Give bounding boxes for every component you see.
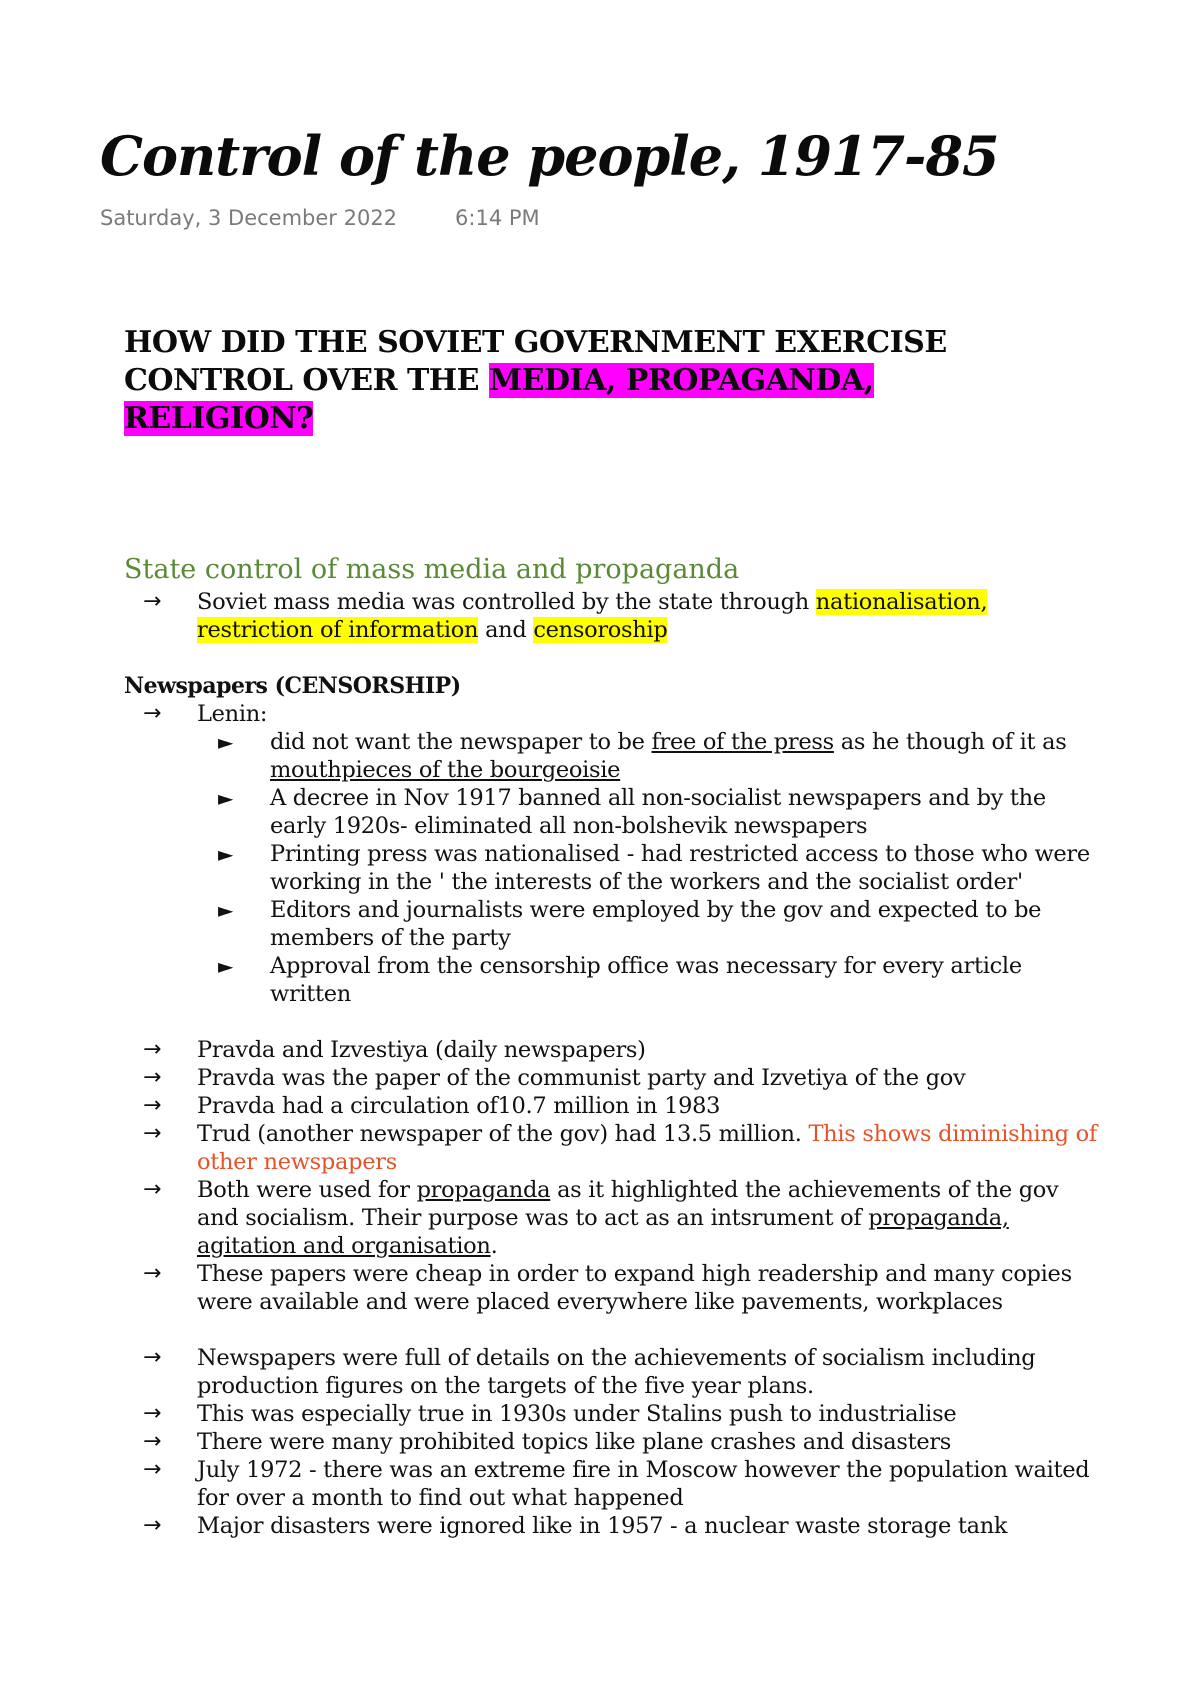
point-text: A decree in Nov 1917 banned all non-socialist newspapers and by the early 1920s- eliminated all non-bolshevik newspapers (270, 785, 1046, 839)
question-highlight: MEDIA, PROPAGANDA, RELIGION? (124, 363, 874, 436)
list-item (0, 1456, 1097, 1512)
list-item (0, 1092, 1097, 1120)
point-text: Pravda and Izvestiya (daily newspapers) (197, 1037, 646, 1063)
bullet-icon: ► (218, 730, 234, 754)
arrow-icon: → (143, 1401, 162, 1426)
list-item (0, 1260, 1097, 1316)
point-text: Trud (another newspaper of the gov) had 13.5 million. (197, 1121, 809, 1147)
point-text: These papers were cheap in order to expand high readership and many copies were available and were placed everywhere like pavements, workplaces (197, 1261, 1072, 1315)
page-time: 6:14 PM (455, 206, 540, 230)
point-text: This was especially true in 1930s under Stalins push to industrialise (197, 1401, 957, 1427)
list-item (0, 1512, 1097, 1540)
notes-body (0, 588, 1200, 1540)
bullet-icon: ► (218, 954, 234, 978)
list-item (0, 784, 1100, 840)
page-meta (100, 206, 540, 230)
list-item (0, 840, 1100, 896)
list-item (0, 700, 1097, 728)
intro-highlight-1: nationalisation, restriction of information (197, 589, 988, 643)
question-heading (124, 324, 1004, 438)
bullet-icon: ► (218, 842, 234, 866)
arrow-icon: → (143, 1121, 162, 1146)
arrow-icon: → (143, 589, 162, 614)
point-underline: free of the press (651, 729, 834, 755)
bullet-icon: ► (218, 898, 234, 922)
list-item (0, 728, 1100, 784)
page-title: Control of the people, 1917-85 (100, 124, 999, 188)
arrow-icon: → (143, 1513, 162, 1538)
section-title: State control of mass media and propaganda (124, 554, 740, 585)
point-text: July 1972 - there was an extreme fire in Moscow however the population waited for over a month to find out what happened (197, 1457, 1090, 1511)
lenin-label: Lenin: (197, 701, 268, 727)
arrow-icon: → (143, 1093, 162, 1118)
point-text: There were many prohibited topics like plane crashes and disasters (197, 1429, 952, 1455)
page-date: Saturday, 3 December 2022 (100, 206, 398, 230)
arrow-icon: → (143, 1457, 162, 1482)
arrow-icon: → (143, 1345, 162, 1370)
point-text: as it highlighted the achievements of the gov and socialism. Their purpose was to act as an intsrument of (197, 1177, 1059, 1231)
point-text: Pravda was the paper of the communist party and Izvetiya of the gov (197, 1065, 966, 1091)
point-text: Editors and journalists were employed by the gov and expected to be members of the party (270, 897, 1042, 951)
arrow-icon: → (143, 1065, 162, 1090)
arrow-icon: → (143, 1037, 162, 1062)
list-item (0, 1120, 1097, 1176)
list-item (0, 1036, 1097, 1064)
newspapers-heading: Newspapers (CENSORSHIP) (124, 673, 461, 699)
point-text: Both were used for (197, 1177, 417, 1203)
question-text: HOW DID THE SOVIET GOVERNMENT EXERCISE CONTROL OVER THE (124, 325, 947, 398)
list-item (0, 588, 1097, 644)
intro-text-mid: and (478, 617, 534, 643)
point-text: did not want the newspaper to be (270, 729, 652, 755)
arrow-icon: → (143, 1429, 162, 1454)
list-item (0, 1428, 1097, 1456)
list-item (0, 896, 1100, 952)
point-text: Major disasters were ignored like in 1957 - a nuclear waste storage tank (197, 1513, 1008, 1539)
point-underline: mouthpieces of the bourgeoisie (270, 757, 621, 783)
arrow-icon: → (143, 701, 162, 726)
list-item (0, 1064, 1097, 1092)
bullet-icon: ► (218, 786, 234, 810)
intro-highlight-2: censoroship (533, 617, 668, 643)
list-item (0, 1400, 1097, 1428)
point-text: as he though of it as (833, 729, 1067, 755)
point-red-text: This shows diminishing of other newspapers (197, 1121, 1097, 1175)
point-text: Pravda had a circulation of10.7 million in 1983 (197, 1093, 721, 1119)
list-item (0, 1344, 1097, 1400)
point-text: Newspapers were full of details on the achievements of socialism including production figures on the targets of the five year plans. (197, 1345, 1036, 1399)
point-text: Printing press was nationalised - had restricted access to those who were working in the ' the interests of the workers and the socialist order' (270, 841, 1090, 895)
list-item (0, 1176, 1097, 1260)
arrow-icon: → (143, 1177, 162, 1202)
arrow-icon: → (143, 1261, 162, 1286)
point-underline: propaganda, agitation and organisation (197, 1205, 1009, 1259)
point-text: . (490, 1233, 498, 1259)
point-text: Approval from the censorship office was necessary for every article written (270, 953, 1022, 1007)
intro-text: Soviet mass media was controlled by the state through (197, 589, 816, 615)
point-underline: propaganda (416, 1177, 551, 1203)
list-item (0, 952, 1100, 1008)
